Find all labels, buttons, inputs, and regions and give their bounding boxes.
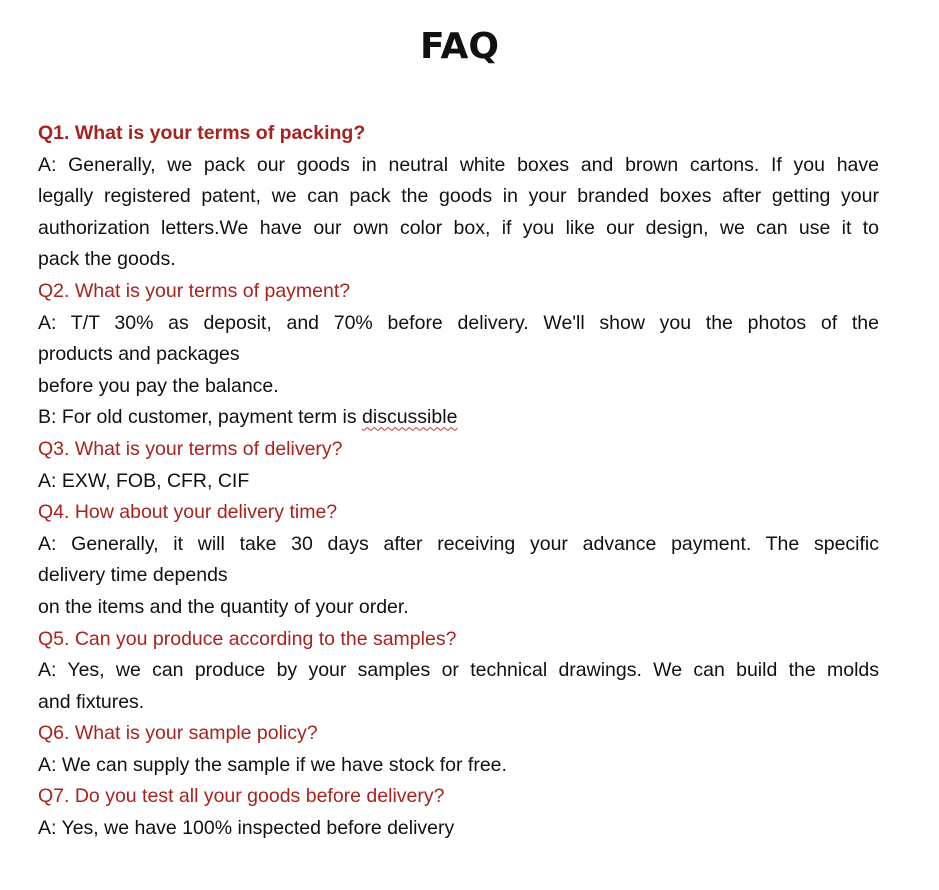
faq-list: [38, 118, 879, 845]
faq-answer-line: before you pay the balance.: [38, 374, 279, 397]
faq-answer-line: [38, 402, 879, 434]
faq-answer-line: pack the goods.: [38, 248, 176, 271]
faq-answer-line: A: Yes, we have 100% inspected before delivery: [38, 817, 455, 840]
faq-answer-line: delivery time depends: [38, 564, 228, 587]
faq-question: Q7. Do you test all your goods before delivery?: [38, 785, 445, 808]
spellcheck-word: discussible: [362, 406, 458, 429]
faq-answer-line: A: We can supply the sample if we have stock for free.: [38, 753, 507, 776]
faq-question: Q3. What is your terms of delivery?: [38, 437, 343, 460]
faq-answer-line: legally registered patent, we can pack the goods in your branded boxes after getting your: [38, 185, 879, 208]
faq-question: Q6. What is your sample policy?: [38, 722, 318, 745]
faq-answer-line: A: Generally, we pack our goods in neutral white boxes and brown cartons. If you have: [38, 153, 879, 176]
faq-answer-line: on the items and the quantity of your order.: [38, 595, 409, 618]
faq-question: Q5. Can you produce according to the samples?: [38, 627, 457, 650]
page-title: FAQ: [420, 26, 499, 67]
faq-answer-line: A: T/T 30% as deposit, and 70% before delivery. We'll show you the photos of the: [38, 311, 879, 334]
faq-answer-line: A: Generally, it will take 30 days after receiving your advance payment. The specific: [38, 532, 879, 555]
faq-answer-line: A: EXW, FOB, CFR, CIF: [38, 469, 250, 492]
faq-answer-line: and fixtures.: [38, 690, 145, 713]
faq-question: Q1. What is your terms of packing?: [38, 122, 366, 144]
faq-answer-line: A: Yes, we can produce by your samples or technical drawings. We can build the molds: [38, 659, 879, 682]
faq-question: Q2. What is your terms of payment?: [38, 279, 351, 302]
faq-question: Q4. How about your delivery time?: [38, 501, 338, 524]
faq-answer-line: authorization letters.We have our own color box, if you like our design, we can use it to: [38, 216, 879, 239]
faq-answer-line: products and packages: [38, 343, 240, 366]
answer-text: B: For old customer, payment term is: [38, 406, 363, 429]
